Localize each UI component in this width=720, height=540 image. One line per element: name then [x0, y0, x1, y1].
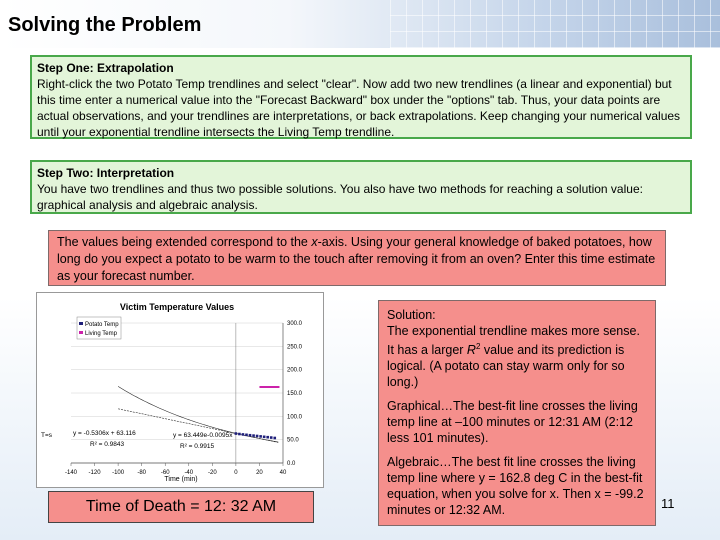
y-tick-label: 300.0: [287, 321, 303, 327]
chart-svg: [37, 293, 323, 487]
x-tick-label: 0: [234, 470, 238, 476]
exp-r2: R² = 0.9915: [180, 443, 215, 450]
page-number: 11: [661, 496, 675, 511]
x-tick-label: 20: [256, 470, 263, 476]
potato-point: [270, 436, 273, 439]
y-axis-label: T=s: [41, 432, 53, 439]
legend-potato-marker: [79, 322, 83, 325]
y-tick-label: 150.0: [287, 391, 303, 397]
exp-equation: y = 63.449e-0.0095x: [173, 432, 233, 439]
y-tick-label: 50.0: [287, 437, 299, 444]
title-bar: [0, 0, 720, 48]
x-tick-label: -60: [160, 470, 170, 476]
slide-title: Solving the Problem: [8, 14, 202, 36]
step-two-box: [30, 160, 692, 214]
step-two-body: You have two trendlines and thus two possible solutions. You also have two methods for reaching a solution value: graphical analysis and algebraic analysis.: [37, 182, 643, 212]
potato-point: [238, 433, 241, 436]
x-tick-label: -120: [88, 470, 101, 476]
solution-algebraic: Algebraic…The best fit line crosses the living temp line where y = 162.8 deg C in the best-fit equation, when you solve for x. Then x = -99.2 minutes or 12:32 AM.: [387, 455, 644, 518]
hint-text-after: -axis. Using your general knowledge of baked potatoes, how long do you expect a potato to be warm to the touch after removing it from an oven? Enter this time estimate as your forecast number.: [57, 235, 656, 283]
hint-text-before: The values being extended correspond to the: [57, 235, 312, 249]
x-tick-label: -140: [64, 470, 78, 476]
legend-living-marker: [79, 331, 83, 334]
hint-text-emph: x: [311, 235, 318, 249]
x-tick-label: -100: [112, 470, 125, 476]
chart-title: Victim Temperature Values: [119, 302, 235, 312]
y-tick-label: 100.0: [287, 414, 303, 421]
solution-r-exponent: 2: [475, 342, 481, 351]
chart-legend: [77, 317, 121, 339]
step-two-heading: Step Two: Interpretation: [37, 166, 175, 180]
chart-data-points: [235, 387, 280, 439]
potato-point: [256, 435, 259, 438]
title-grid-decoration: [390, 0, 720, 48]
solution-graphical: Graphical…The best-fit line crosses the living temp line at –100 minutes or 12:31 AM (2:12 less 101 minutes).: [387, 399, 638, 446]
x-tick-label: -20: [207, 470, 217, 476]
potato-point: [249, 434, 252, 437]
potato-point: [235, 432, 238, 435]
legend-potato-label: Potato Temp: [85, 322, 119, 328]
potato-point: [259, 435, 262, 438]
potato-point: [266, 436, 269, 439]
solution-r-symbol: R: [466, 343, 476, 358]
y-tick-label: 250.0: [287, 344, 303, 351]
legend-living-label: Living Temp: [85, 331, 117, 337]
linear-equation: y = -0.5306x + 63.116: [73, 430, 136, 437]
y-tick-label: 200.0: [287, 367, 303, 374]
x-tick-label: -40: [184, 470, 194, 476]
victim-temperature-chart: [36, 292, 324, 488]
solution-p1-before: The exponential trendline makes more sense. It has a larger: [387, 324, 640, 358]
solution-p1-after: value and its prediction is logical. (A potato can stay warm only for so long.): [387, 343, 625, 390]
potato-point: [263, 436, 266, 439]
solution-box: [378, 300, 656, 526]
solution-p1: [387, 307, 647, 390]
x-axis-label: Time (min): [164, 476, 198, 483]
chart-y-ticks: [287, 321, 303, 467]
step-one-heading: Step One: Extrapolation: [37, 61, 174, 75]
y-tick-label: 0.0: [287, 461, 296, 467]
potato-point: [242, 433, 245, 436]
linear-r2: R² = 0.9843: [90, 441, 125, 448]
solution-heading: Solution:: [387, 308, 436, 322]
time-of-death-box: Time of Death = 12: 32 AM: [48, 491, 314, 523]
step-one-body: Right-click the two Potato Temp trendlines and select "clear". Now add two new trendlines (a linear and exponential) but this time enter a numerical value into the "Forecast Backward" box under the "options" tab. Thus, your data points are actual observations, and your trendlines are interpretations, or back extrapolations. Keep changing your numerical values until your exponential trendline intersects the Living Temp trendline.: [37, 77, 681, 139]
potato-point: [245, 434, 248, 437]
x-tick-label: -80: [137, 470, 147, 476]
potato-point: [273, 437, 276, 440]
x-tick-label: 40: [279, 470, 287, 476]
step-one-box: [30, 55, 692, 139]
hint-box: [48, 230, 666, 286]
potato-point: [252, 434, 255, 437]
